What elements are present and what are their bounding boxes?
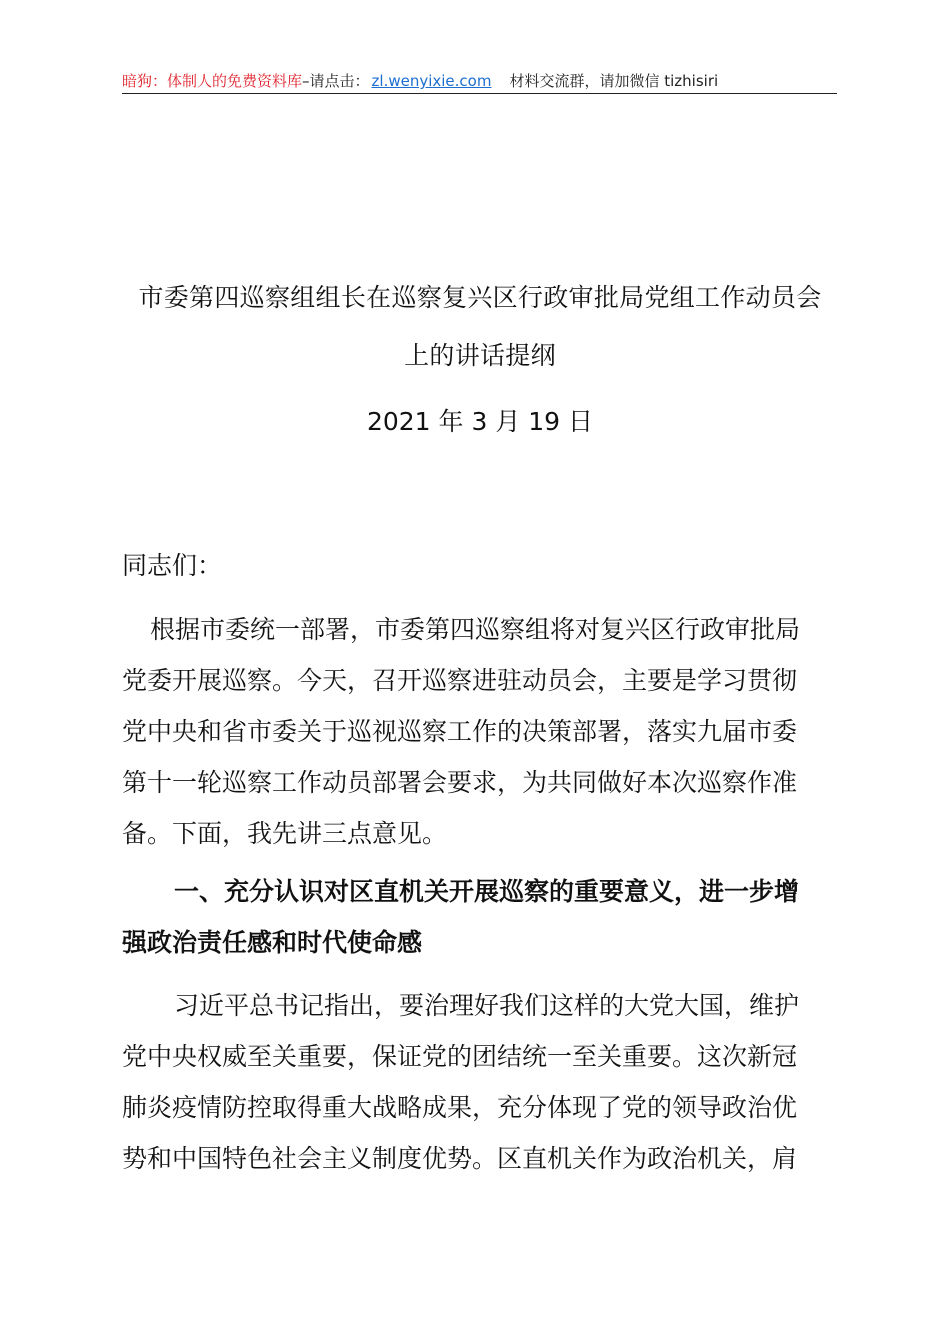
paragraph-line: 备。下面，我先讲三点意见。	[122, 819, 448, 848]
paragraph-intro	[122, 604, 837, 859]
heading-line: 一、充分认识对区直机关开展巡察的重要意义，进一步增	[174, 877, 800, 906]
paragraph-section-1	[122, 980, 837, 1184]
paragraph-line: 根据市委统一部署，市委第四巡察组将对复兴区行政审批局	[150, 615, 801, 644]
paragraph-line: 党中央和省市委关于巡视巡察工作的决策部署，落实九届市委	[122, 717, 798, 746]
header-divider	[122, 93, 837, 94]
document-title-line-1: 市委第四巡察组组长在巡察复兴区行政审批局党组工作动员会	[138, 283, 822, 312]
header-brand: 暗狗：体制人的免费资料库	[122, 72, 303, 90]
document-title-line-2: 上的讲话提纲	[404, 341, 556, 370]
paragraph-line: 党委开展巡察。今天，召开巡察进驻动员会，主要是学习贯彻	[122, 666, 798, 695]
header-click-prompt: –请点击：	[302, 72, 370, 90]
paragraph-line: 习近平总书记指出，要治理好我们这样的大党大国，维护	[174, 991, 800, 1020]
paragraph-line: 肺炎疫情防控取得重大战略成果，充分体现了党的领导政治优	[122, 1093, 798, 1122]
document-date: 2021 年 3 月 19 日	[366, 407, 594, 436]
header-wechat-note: 材料交流群，请加微信 tizhisiri	[509, 72, 719, 90]
paragraph-line: 势和中国特色社会主义制度优势。区直机关作为政治机关，肩	[122, 1144, 798, 1173]
paragraph-line: 党中央权威至关重要，保证党的团结统一至关重要。这次新冠	[122, 1042, 798, 1071]
salutation: 同志们：	[122, 551, 223, 580]
page-header	[122, 70, 837, 92]
paragraph-line: 第十一轮巡察工作动员部署会要求，为共同做好本次巡察作准	[122, 768, 798, 797]
heading-line: 强政治责任感和时代使命感	[122, 928, 423, 957]
header-link[interactable]: zl.wenyixie.com	[371, 72, 492, 90]
section-heading-1	[122, 866, 837, 968]
